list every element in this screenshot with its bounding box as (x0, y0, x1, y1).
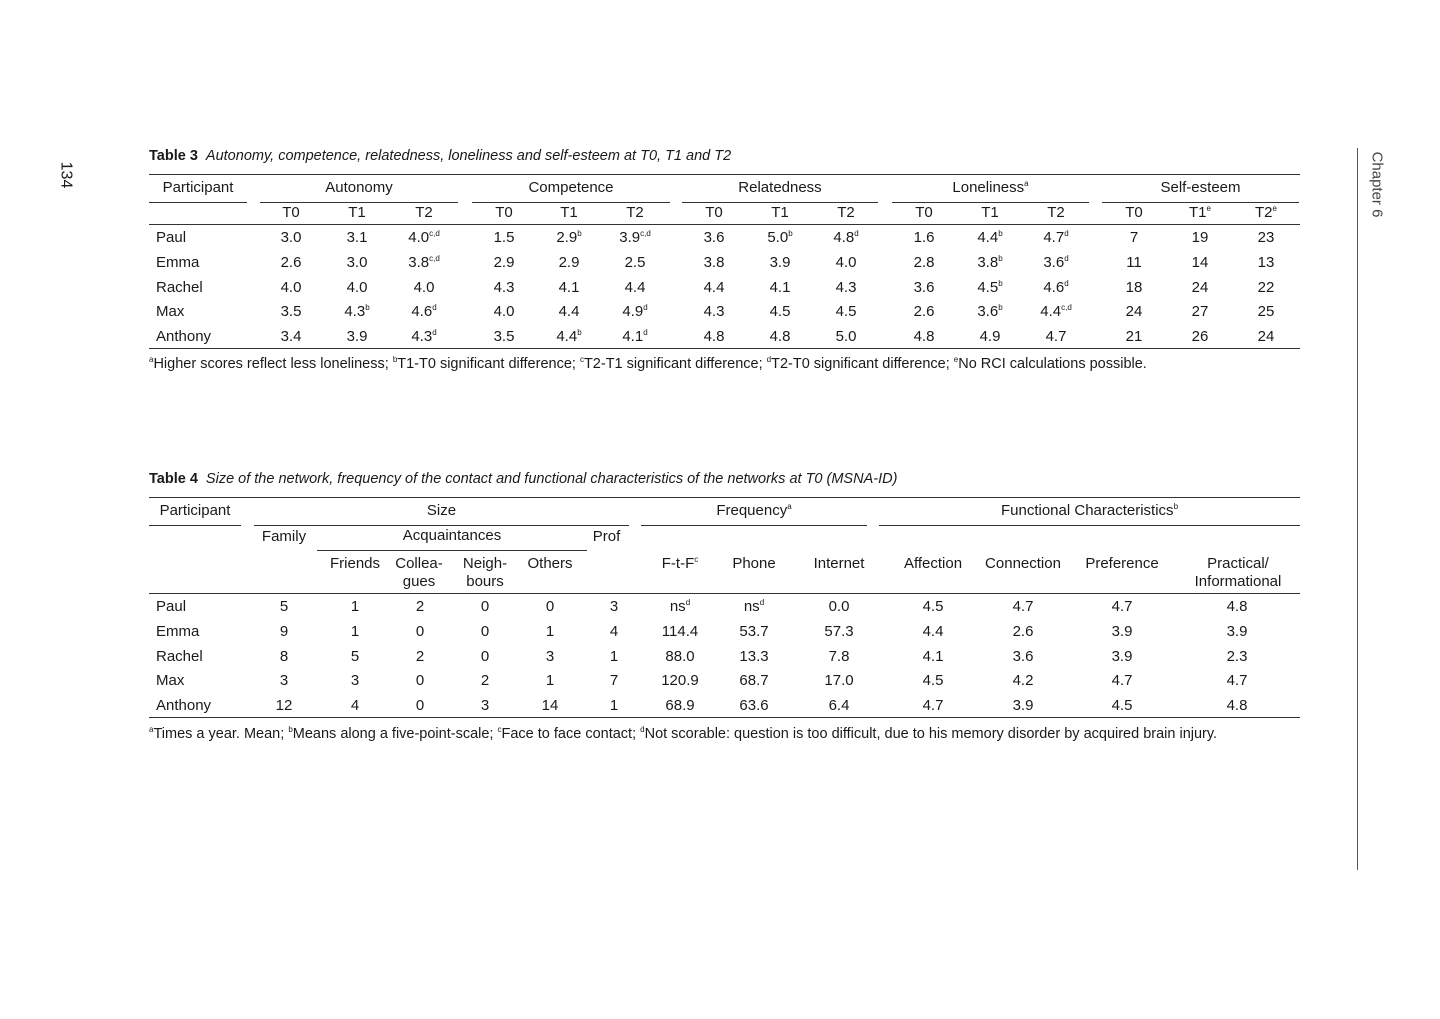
table3-title: Autonomy, competence, relatedness, loneliness and self-esteem at T0, T1 and T2 (205, 148, 732, 164)
table4-cell: 1 (350, 598, 360, 615)
table4-cell: 1 (609, 697, 619, 715)
table4-cell: 1 (545, 622, 555, 640)
table4-cell: 1 (350, 622, 360, 640)
table4-cell: 0 (415, 672, 425, 690)
table3-cell: 4.3 (493, 278, 515, 296)
table3-cell: 3.6 (703, 229, 725, 246)
table3-cell: 2.6 (280, 253, 302, 271)
table4-cell: $ns^d$ (743, 598, 765, 615)
table4-cell: 0 (480, 622, 490, 640)
table3-subheader: T1 (771, 204, 789, 221)
table4-cell: 3 (279, 672, 289, 690)
table3-cell: 24 (1257, 328, 1275, 346)
table4-row-label: Paul (156, 598, 187, 615)
table4-cell: 4.1 (922, 647, 944, 665)
table3-cell: 7 (1129, 229, 1139, 246)
table4-cell: 0 (415, 622, 425, 640)
margin-rule (1357, 148, 1358, 870)
table3-group-competence: Competence (472, 179, 670, 196)
table3-row-label: Paul (156, 229, 187, 246)
table3-cell: 24 (1191, 278, 1209, 296)
table4-cell: 114.4 (661, 622, 699, 640)
table4-header-others: Others (527, 555, 573, 572)
table3-subheader: T2 (626, 204, 644, 221)
table4-cell: 4.7 (922, 697, 944, 715)
table4-cell: 4.5 (922, 672, 944, 690)
table3-cell: 4.7 (1045, 328, 1067, 346)
table3-cell: 3.8$^{c,d}$ (408, 253, 440, 271)
table3-cell: 4.3$^b$ (344, 303, 370, 321)
table4-title: Size of the network, frequency of the contact and functional characteristics of the networks at T0 (MSNA-ID) (205, 471, 898, 487)
table3-cell: 1.5 (493, 229, 515, 246)
table3-subheader: T0 (915, 204, 933, 221)
table4-header-friends: Friends (329, 555, 381, 572)
table3-cell: 3.6$^b$ (977, 303, 1003, 321)
table3-group-loneliness: Loneliness$^a$ (892, 179, 1089, 196)
table4-cell: 8 (279, 647, 289, 665)
table4-header-ftf: $F-t-F^c$ (661, 555, 699, 572)
table3-cell: 4.1 (769, 278, 791, 296)
table3-cell: 3.0 (346, 253, 368, 271)
table4-cell: 68.9 (665, 697, 695, 715)
page-number: 134 (57, 161, 75, 189)
table3-cell: 3.6$^d$ (1043, 253, 1069, 271)
table3-cell: 24 (1125, 303, 1143, 321)
table4-header-acquaintances: Acquaintances (317, 527, 587, 544)
table4-cell: 4.7 (1012, 598, 1034, 615)
table3-cell: 25 (1257, 303, 1275, 321)
table3-cell: 3.8 (703, 253, 725, 271)
table3-cell: 4.0 (835, 253, 857, 271)
table4-cell: 0 (415, 697, 425, 715)
table3-cell: 23 (1257, 229, 1275, 246)
table3-cell: 4.0 (493, 303, 515, 321)
table4-header-connection: Connection (985, 555, 1061, 572)
table3-cell: 3.0 (280, 229, 302, 246)
table3-cell: 4.4 (558, 303, 580, 321)
table4-cell: 4.5 (1111, 697, 1133, 715)
table3-cell: 3.5 (493, 328, 515, 346)
table4-cell: 14 (541, 697, 559, 715)
table3-cell: 5.0 (835, 328, 857, 346)
table3-cell: 4.3$^d$ (411, 328, 437, 346)
table3-subheader: T2 (1047, 204, 1065, 221)
table4-cell: 3 (609, 598, 619, 615)
table4-cell: 0.0 (828, 598, 850, 615)
table4-group-size: Size (254, 502, 629, 519)
table3-row-label: Anthony (156, 328, 212, 346)
table4-label: Table 4 (149, 471, 198, 487)
table4-cell: 120.9 (661, 672, 699, 690)
table3-subheader: T1 (981, 204, 999, 221)
table3-cell: 4.4$^b$ (977, 229, 1003, 246)
table3-row-label: Emma (156, 253, 200, 271)
table4-row-label: Emma (156, 622, 200, 640)
table4-cell: 4.7 (1111, 672, 1133, 690)
table3-footnote: $^a$Higher scores reflect less loneliness; $^b$T1-T0 significant difference; $^c$T2-T1 significant difference; $^d$T2-T0 significant difference; $^e$No RCI calculations possible. (149, 355, 1147, 372)
table3-cell: 2.5 (624, 253, 646, 271)
table4-cell: 53.7 (739, 622, 769, 640)
table4-header-affection: Affection (903, 555, 963, 572)
table4-cell: 63.6 (739, 697, 769, 715)
table3-cell: 4.5 (835, 303, 857, 321)
table4-cell: 3.9 (1111, 647, 1133, 665)
table3-cell: 21 (1125, 328, 1143, 346)
table4-cell: 7.8 (828, 647, 850, 665)
table3-caption (149, 148, 731, 164)
table4-cell: 2 (415, 647, 425, 665)
table3-cell: 4.4 (624, 278, 646, 296)
table4-cell: 2 (415, 598, 425, 615)
table3-cell: 5.0$^b$ (767, 229, 793, 246)
table3-cell: 3.5 (280, 303, 302, 321)
table3-cell: 4.6$^d$ (411, 303, 437, 321)
table3-cell: 4.5 (769, 303, 791, 321)
table4-cell: 4.5 (922, 598, 944, 615)
table3-row-label: Max (156, 303, 185, 321)
table3-cell: 4.9 (979, 328, 1001, 346)
table4-cell: 88.0 (665, 647, 695, 665)
table3-cell: 1.6 (913, 229, 935, 246)
table3-cell: 2.8 (913, 253, 935, 271)
table4-cell: 68.7 (739, 672, 769, 690)
table3-cell: 4.0 (346, 278, 368, 296)
table4-cell: 3.6 (1012, 647, 1034, 665)
table3-cell: 4.0 (413, 278, 435, 296)
table4-cell: 3.9 (1226, 622, 1248, 640)
table3-participant-header: Participant (149, 179, 247, 196)
table3-cell: 26 (1191, 328, 1209, 346)
table3-subheader: T0 (495, 204, 513, 221)
chapter-label: Chapter 6 (1368, 151, 1386, 218)
table4-cell: 4.2 (1012, 672, 1034, 690)
table4-cell: 9 (279, 622, 289, 640)
table4-header-phone: Phone (732, 555, 776, 572)
table3-subheader: T2 (837, 204, 855, 221)
table4-footnote: $^a$Times a year. Mean; $^b$Means along a five-point-scale; $^c$Face to face contact; $^d$Not scorable: question is too difficult, due to his memory disorder by acquired brain injury. (149, 725, 1218, 742)
table4-cell: 3.9 (1012, 697, 1034, 715)
table4-cell: 1 (545, 672, 555, 690)
table3-subheader: T2e (1255, 204, 1277, 221)
table3-cell: 4.0$^{c,d}$ (408, 229, 440, 246)
table3-cell: 27 (1191, 303, 1209, 321)
table4-cell: 13.3 (739, 647, 769, 665)
table4-cell: 2.3 (1226, 647, 1248, 665)
table3-cell: 4.4$^{c,d}$ (1040, 303, 1072, 321)
table3-cell: 2.6 (913, 303, 935, 321)
table4-group-functional: Functional Characteristics$^b$ (879, 502, 1300, 519)
table4-cell: 57.3 (824, 622, 854, 640)
table3-cell: 4.8 (703, 328, 725, 346)
table3-cell: 3.1 (346, 229, 368, 246)
table4-cell: 3 (480, 697, 490, 715)
table3-subheader: T0 (1125, 204, 1143, 221)
table4-cell: 4.7 (1226, 672, 1248, 690)
table3-cell: 4.0 (280, 278, 302, 296)
table3-subheader: T1e (1189, 204, 1211, 221)
table3-cell: 2.9 (558, 253, 580, 271)
table4-caption (149, 471, 897, 487)
table3-label: Table 3 (149, 148, 198, 164)
table3-cell: 4.8$^d$ (833, 229, 859, 246)
table4-cell: 4.8 (1226, 697, 1248, 715)
table3-cell: 4.8 (913, 328, 935, 346)
table4-participant-header: Participant (149, 502, 241, 519)
table3-group-autonomy: Autonomy (260, 179, 458, 196)
table3-cell: 11 (1126, 253, 1142, 271)
table3-row-label: Rachel (156, 278, 203, 296)
table3-cell: 18 (1125, 278, 1143, 296)
table4-cell: 6.4 (828, 697, 850, 715)
table3-cell: 2.9$^b$ (556, 229, 582, 246)
table4-cell: 4.4 (922, 622, 944, 640)
table4-cell: 12 (275, 697, 293, 715)
table3-cell: 3.6 (913, 278, 935, 296)
table4-row-label: Anthony (156, 697, 212, 715)
table3-cell: 19 (1191, 229, 1209, 246)
table4-cell: $ns^d$ (669, 598, 691, 615)
table4-header-internet: Internet (813, 555, 865, 572)
table3-cell: 3.9$^{c,d}$ (619, 229, 651, 246)
table4-cell: 0 (545, 598, 555, 615)
table4-cell: 4.8 (1226, 598, 1248, 615)
table3-subheader: T1 (560, 204, 578, 221)
table4-cell: 3.9 (1111, 622, 1133, 640)
table4-cell: 1 (609, 647, 619, 665)
table4-header-prof: Prof (592, 528, 621, 545)
table3-cell: 4.1$^d$ (622, 328, 648, 346)
table3-cell: 3.4 (280, 328, 302, 346)
table3-cell: 22 (1257, 278, 1275, 296)
table4-header-preference: Preference (1085, 555, 1159, 572)
table3-cell: 4.8 (769, 328, 791, 346)
table3-cell: 4.4 (703, 278, 725, 296)
table3-cell: 14 (1191, 253, 1209, 271)
table3-subheader: T0 (705, 204, 723, 221)
table3-cell: 4.7$^d$ (1043, 229, 1069, 246)
table4-cell: 0 (480, 598, 490, 615)
table4-cell: 4 (350, 697, 360, 715)
table4-header-neighbours: Neigh- bours (462, 555, 508, 590)
table4-cell: 3 (350, 672, 360, 690)
table3-subheader: T0 (282, 204, 300, 221)
table4-cell: 5 (350, 647, 360, 665)
table3-cell: 3.9 (346, 328, 368, 346)
table4-cell: 3 (545, 647, 555, 665)
table4-cell: 4 (609, 622, 619, 640)
table4-group-frequency: Frequency$^a$ (641, 502, 867, 519)
table3-cell: 4.1 (558, 278, 580, 296)
table3-cell: 4.4$^b$ (556, 328, 582, 346)
table3 (149, 174, 1300, 350)
table3-subheader: T1 (348, 204, 366, 221)
table4-header-colleagues: Collea- gues (395, 555, 443, 590)
table3-group-relatedness: Relatedness (682, 179, 878, 196)
table3-cell: 4.3 (835, 278, 857, 296)
table4-header-family: Family (261, 528, 307, 545)
table3-group-self-esteem: Self-esteem (1102, 179, 1299, 196)
table3-subheader: T2 (415, 204, 433, 221)
table3-cell: 4.5$^b$ (977, 278, 1003, 296)
table4-cell: 0 (480, 647, 490, 665)
table4-cell: 2.6 (1012, 622, 1034, 640)
table3-cell: 3.8$^b$ (977, 253, 1003, 271)
table4 (149, 497, 1300, 719)
table4-row-label: Max (156, 672, 185, 690)
table3-cell: 3.9 (769, 253, 791, 271)
table3-cell: 4.6$^d$ (1043, 278, 1069, 296)
table4-row-label: Rachel (156, 647, 203, 665)
table4-cell: 5 (279, 598, 289, 615)
table4-cell: 2 (480, 672, 490, 690)
table3-cell: 4.9$^d$ (622, 303, 648, 321)
table3-cell: 13 (1257, 253, 1275, 271)
table3-cell: 4.3 (703, 303, 725, 321)
table4-cell: 17.0 (824, 672, 854, 690)
table4-cell: 7 (609, 672, 619, 690)
table4-header-practical: Practical/ Informational (1194, 555, 1282, 590)
table4-cell: 4.7 (1111, 598, 1133, 615)
table3-cell: 2.9 (493, 253, 515, 271)
